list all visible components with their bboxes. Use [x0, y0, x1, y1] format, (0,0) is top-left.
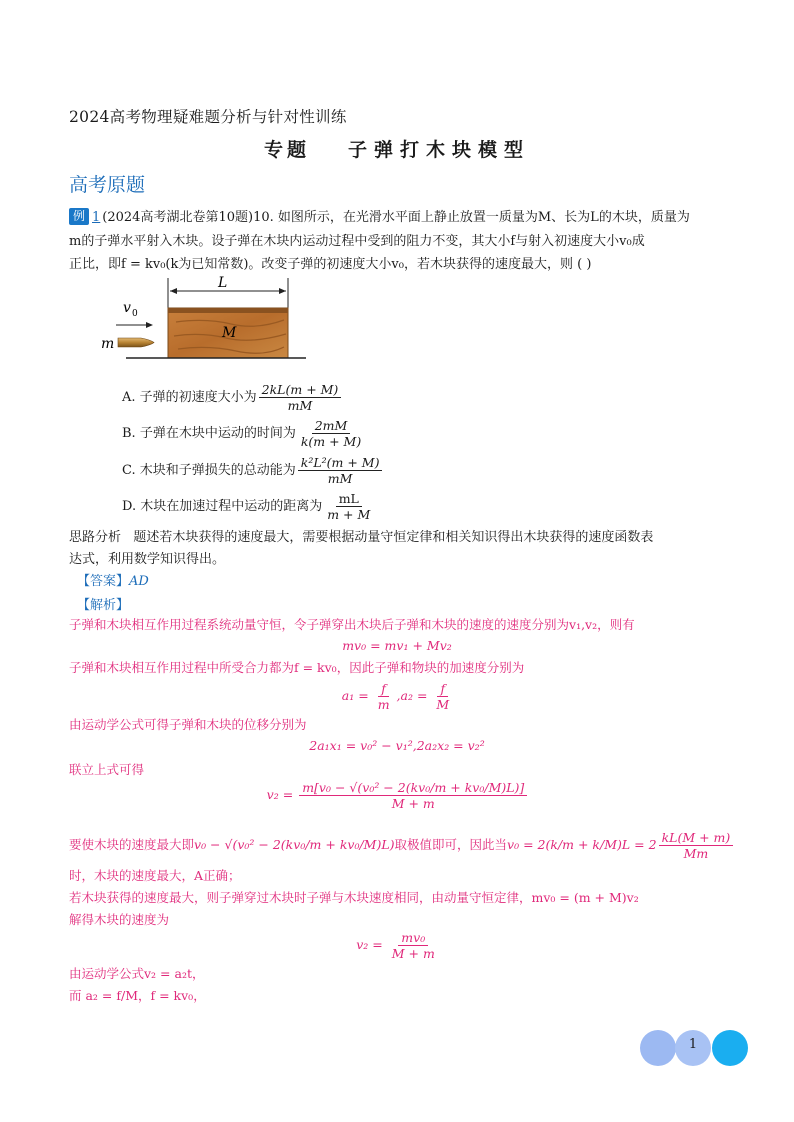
l5-fraction: [659, 830, 734, 861]
question-line-1: [69, 206, 737, 230]
analysis-label: 思路分析: [69, 530, 122, 545]
example-badge: 例: [69, 208, 89, 225]
eq2-f2: f: [437, 681, 448, 697]
option-a[interactable]: [122, 382, 341, 413]
topic-label: 专题: [263, 139, 310, 161]
solution-line-2: 子弹和木块相互作用过程中所受合力都为f = kv₀，因此子弹和物块的加速度分别为: [69, 660, 525, 675]
answer-line: [77, 570, 149, 589]
eq4-numerator: m[v₀ − √(v₀² − 2(kv₀/m + kv₀/M)L)]: [299, 780, 527, 796]
option-c-numerator: k²L²(m + M): [298, 455, 383, 471]
document-header: 2024高考物理疑难题分析与针对性训练: [69, 108, 347, 126]
question-line-2: m的子弹水平射入木块。设子弹在木块内运动过程中受到的阻力不变，其大小f与射入初速度大小v₀成: [69, 233, 645, 249]
solution-line-10: 而 a₂ = f/M，f = kv₀，: [69, 988, 206, 1003]
option-b-fraction: [298, 418, 364, 449]
eq4-denominator: M + m: [391, 796, 435, 811]
page-number: 1: [688, 1037, 698, 1052]
option-a-text: A. 子弹的初速度大小为: [122, 390, 257, 405]
l5-numerator: kL(M + m): [659, 830, 734, 846]
analysis-line-1: [69, 527, 737, 549]
eq5-fraction: [389, 930, 438, 961]
option-b-text: B. 子弹在木块中运动的时间为: [122, 426, 296, 441]
solution-equation-4: [0, 780, 794, 811]
solution-equation-2: [0, 681, 794, 712]
l5-value: v₀ = 2(k/m + k/M)L = 2: [507, 837, 657, 852]
solution-equation-1: mv₀ = mv₁ + Mv₂: [342, 638, 452, 653]
eq4-lhs: v₂ =: [266, 787, 294, 802]
solution-line-1: 子弹和木块相互作用过程系统动量守恒，令子弹穿出木块后子弹和木块的速度的速度分别为v₁,v₂，则有: [69, 617, 635, 632]
solution-equation-3: 2a₁x₁ = v₀² − v₁²,2a₂x₂ = v₂²: [309, 738, 485, 753]
dimension-arrow-left: [170, 288, 177, 294]
option-c[interactable]: [122, 455, 382, 486]
answer-label: 【答案】: [77, 574, 130, 589]
solution-line-4: 联立上式可得: [69, 762, 145, 777]
solution-line-7: 若木块获得的速度最大，则子弹穿过木块时子弹与木块速度相同，由动量守恒定律，mv₀ = (m + M)v₂: [69, 890, 639, 905]
length-label: L: [218, 275, 228, 291]
analysis-paragraph: [69, 527, 737, 570]
answer-value: AD: [129, 574, 149, 589]
deco-circle-right: [712, 1030, 748, 1066]
solution-label: 【解析】: [77, 598, 130, 613]
l5-text-c: 取极值即可，因此当: [394, 837, 508, 852]
eq5-denominator: M + m: [391, 946, 435, 961]
l5-text-a: 要使木块的速度最大即: [69, 837, 195, 852]
option-a-fraction: [259, 382, 342, 413]
l5-denominator: Mm: [683, 846, 709, 861]
section-heading: 高考原题: [69, 174, 146, 196]
option-c-denominator: mM: [327, 471, 353, 486]
option-c-fraction: [298, 455, 383, 486]
figure-svg: [96, 274, 326, 364]
deco-circle-left: [640, 1030, 676, 1066]
solution-line-3: 由运动学公式可得子弹和木块的位移分别为: [69, 717, 307, 732]
question-line-3: 正比，即f = kv₀(k为已知常数)。改变子弹的初速度大小v₀，若木块获得的速度最大，则 ( ): [69, 257, 592, 272]
option-d-denominator: m + M: [327, 507, 371, 522]
eq2-a1: a₁ =: [341, 688, 369, 703]
velocity-label: v: [123, 300, 131, 316]
bullet: [118, 338, 154, 347]
analysis-text-1: 题述若木块获得的速度最大，需要根据动量守恒定律和相关知识得出木块获得的速度函数表: [133, 530, 654, 545]
solution-equation-5: [0, 930, 794, 961]
topic-title: [0, 135, 794, 162]
analysis-line-2: 达式，利用数学知识得出。: [69, 551, 226, 567]
option-d-fraction: [324, 491, 373, 522]
option-c-text: C. 木块和子弹损失的总动能为: [122, 463, 296, 478]
block-label: M: [222, 325, 237, 341]
velocity-subscript: 0: [132, 309, 138, 319]
option-d-numerator: mL: [336, 491, 362, 507]
option-d-text: D. 木块在加速过程中运动的距离为: [122, 499, 323, 514]
question-text-1: (2024高考湖北卷第10题)10. 如图所示，在光滑水平面上静止放置一质量为M、长为L的木块，质量为: [102, 210, 690, 225]
option-b-numerator: 2mM: [312, 418, 351, 434]
option-b[interactable]: [122, 418, 364, 449]
eq5-numerator: mv₀: [398, 930, 428, 946]
option-b-denominator: k(m + M): [300, 434, 362, 449]
eq4-fraction: [299, 780, 527, 811]
eq2-f1: f: [378, 681, 389, 697]
option-a-numerator: 2kL(m + M): [259, 382, 342, 398]
eq2-m: m: [377, 697, 390, 712]
topic-name: 子弹打木块模型: [348, 139, 531, 161]
option-a-denominator: mM: [287, 398, 313, 413]
eq2-fraction-2: [433, 681, 452, 712]
block-top-edge: [168, 308, 288, 313]
question-body: [69, 206, 737, 277]
solution-line-5: [69, 830, 733, 861]
example-number[interactable]: 1: [92, 210, 101, 225]
eq2-fraction-1: [375, 681, 393, 712]
l5-expression: v₀ − √(v₀² − 2(kv₀/m + kv₀/M)L): [194, 837, 395, 852]
eq5-lhs: v₂ =: [356, 937, 383, 952]
solution-line-9: 由运动学公式v₂ = a₂t，: [69, 966, 205, 981]
bullet-mass-label: m: [101, 336, 115, 352]
eq2-a2: ,a₂ =: [396, 688, 428, 703]
solution-line-8: 解得木块的速度为: [69, 912, 170, 927]
solution-line-6: 时，木块的速度最大，A正确；: [69, 868, 241, 883]
velocity-arrow-head: [146, 322, 153, 328]
bullet-block-figure: [96, 274, 326, 368]
dimension-arrow-right: [279, 288, 286, 294]
eq2-big-m: M: [436, 697, 450, 712]
option-d[interactable]: [122, 491, 373, 522]
